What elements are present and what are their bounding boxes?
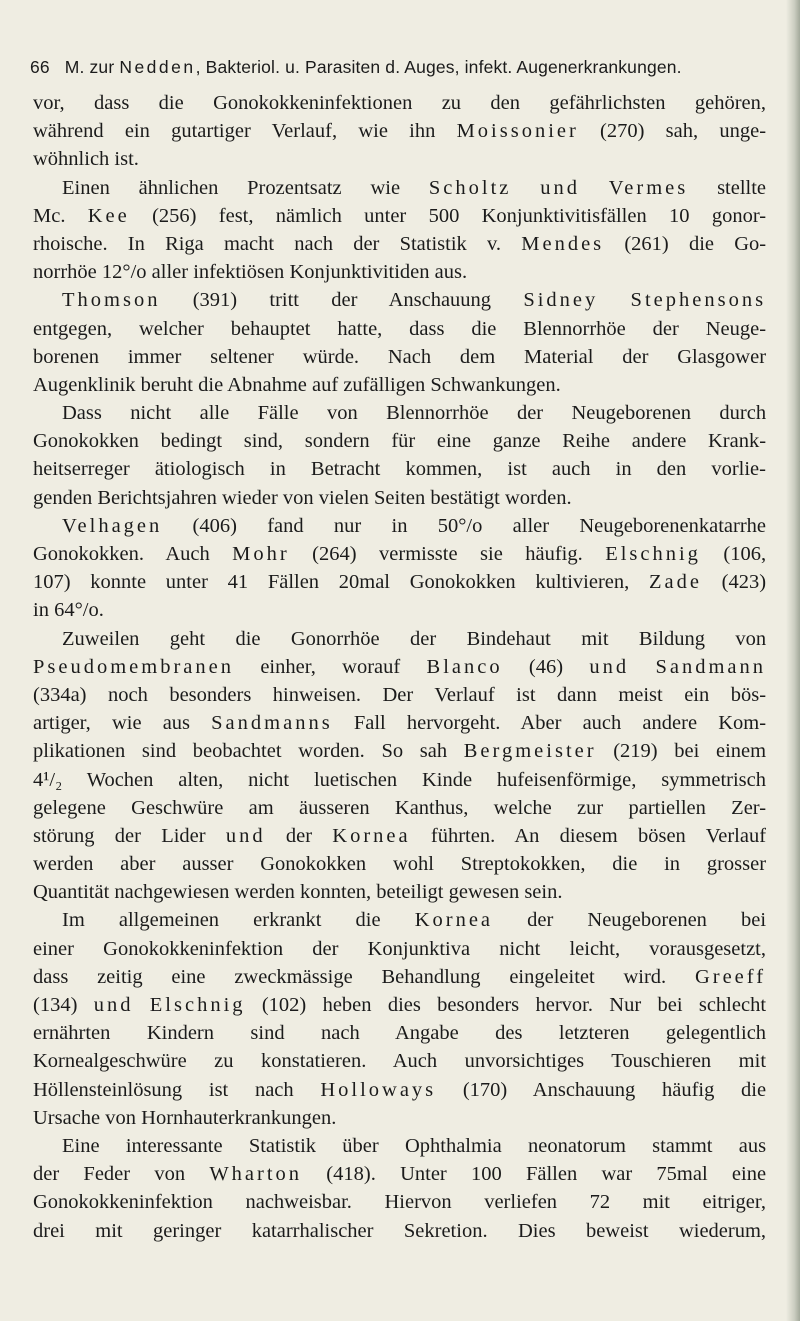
spaced-name: Vermes bbox=[608, 176, 689, 199]
spaced-name: und bbox=[225, 824, 266, 847]
text-line: Thomson (391) tritt der Anschauung Sidney Stephensons bbox=[62, 289, 766, 312]
text-line: Gonokokken. Auch Mohr (264) vermisste sie häufig. Elschnig (106, bbox=[33, 543, 766, 565]
text-line: in 64°/o. bbox=[33, 599, 104, 622]
author-name: Nedden bbox=[119, 57, 196, 77]
spaced-name: und bbox=[540, 176, 580, 199]
text-line: Gonokokken bedingt sind, sondern für eine ganze Reihe andere Krank- bbox=[33, 430, 766, 453]
text-line: Ursache von Hornhauterkrankungen. bbox=[33, 1106, 337, 1129]
spaced-name: Mohr bbox=[232, 543, 290, 565]
text-line: störung der Lider und der Kornea führten. An diesem bösen Verlauf bbox=[33, 824, 766, 847]
text-line: Eine interessante Statistik über Ophthalmia neonatorum stammt aus bbox=[62, 1134, 766, 1157]
text-line: Pseudomembranen einher, worauf Blanco (46) und Sandmann bbox=[33, 655, 766, 678]
spaced-name: und bbox=[93, 994, 134, 1016]
page-number: 66 bbox=[30, 57, 50, 77]
spaced-name: Sandmanns bbox=[211, 712, 333, 735]
text-line: Mc. Kee (256) fest, nämlich unter 500 Konjunktivitisfällen 10 gonor- bbox=[33, 204, 766, 227]
text-line: einer Gonokokkeninfektion der Konjunktiva nicht leicht, vorausgesetzt, bbox=[33, 937, 766, 960]
text-line: Quantität nachgewiesen werden konnten, beteiligt gewesen sein. bbox=[33, 881, 563, 904]
text-line: drei mit geringer katarrhalischer Sekretion. Dies beweist wiederum, bbox=[33, 1219, 766, 1242]
text-line: plikationen sind beobachtet worden. So sah Bergmeister (219) bei einem bbox=[33, 740, 766, 763]
text-line: 4¹/₂ Wochen alten, nicht luetischen Kinde hufeisenförmige, symmetrisch bbox=[33, 768, 766, 791]
page-edge-shadow bbox=[786, 0, 800, 1321]
spaced-name: Thomson bbox=[62, 289, 161, 312]
body-text bbox=[33, 89, 766, 1245]
spaced-name: Holloways bbox=[320, 1078, 437, 1101]
text-line: entgegen, welcher behauptet hatte, dass die Blennorrhöe der Neuge- bbox=[33, 317, 766, 340]
text-line: norrhöe 12°/o aller infektiösen Konjunktivitiden aus. bbox=[33, 261, 468, 284]
spaced-name: Sidney bbox=[523, 289, 599, 312]
spaced-name: und bbox=[589, 655, 630, 678]
text-line: dass zeitig eine zweckmässige Behandlung eingeleitet wird. Greeff bbox=[33, 965, 766, 988]
text-line: 107) konnte unter 41 Fällen 20mal Gonokokken kultivieren, Zade (423) bbox=[33, 571, 766, 594]
text-line: Gonokokkeninfektion nachweisbar. Hiervon verliefen 72 mit eitriger, bbox=[33, 1191, 766, 1214]
text-line: wöhnlich ist. bbox=[33, 148, 139, 171]
running-title: , Bakteriol. u. Parasiten d. Auges, infekt. Augenerkrankungen. bbox=[195, 57, 682, 77]
text-line: (134) und Elschnig (102) heben dies besonders hervor. Nur bei schlecht bbox=[33, 994, 766, 1016]
spaced-name: Kornea bbox=[332, 824, 411, 847]
spaced-name: Scholtz bbox=[428, 176, 512, 199]
text-line: vor, dass die Gonokokkeninfektionen zu den gefährlichsten gehören, bbox=[33, 92, 766, 114]
spaced-name: Elschnig bbox=[149, 994, 246, 1016]
spaced-name: Pseudomembranen bbox=[33, 655, 234, 678]
text-line: rhoische. In Riga macht nach der Statistik v. Mendes (261) die Go- bbox=[33, 232, 766, 255]
text-line: Zuweilen geht die Gonorrhöe der Bindehaut mit Bildung von bbox=[62, 627, 766, 650]
text-line: Höllensteinlösung ist nach Holloways (170) Anschauung häufig die bbox=[33, 1078, 766, 1101]
spaced-name: Kornea bbox=[414, 909, 494, 932]
text-line: während ein gutartiger Verlauf, wie ihn Moissonier (270) sah, unge- bbox=[33, 120, 766, 143]
text-line: Dass nicht alle Fälle von Blennorrhöe der Neugeborenen durch bbox=[62, 402, 766, 425]
spaced-name: Moissonier bbox=[456, 120, 579, 143]
spaced-name: Stephensons bbox=[630, 289, 766, 312]
text-line: artiger, wie aus Sandmanns Fall hervorgeht. Aber auch andere Kom- bbox=[33, 712, 766, 735]
text-line: werden aber ausser Gonokokken wohl Streptokokken, die in grosser bbox=[33, 853, 766, 876]
text-line: gelegene Geschwüre am äusseren Kanthus, welche zur partiellen Zer- bbox=[33, 796, 766, 819]
spaced-name: Sandmann bbox=[655, 655, 766, 678]
text-line: Augenklinik beruht die Abnahme auf zufälligen Schwankungen. bbox=[33, 373, 561, 396]
spaced-name: Blanco bbox=[426, 655, 503, 678]
spaced-name: Wharton bbox=[209, 1163, 303, 1186]
spaced-name: Zade bbox=[648, 571, 702, 594]
spaced-name: Bergmeister bbox=[463, 740, 597, 763]
text-line: der Feder von Wharton (418). Unter 100 Fällen war 75mal eine bbox=[33, 1163, 766, 1186]
text-line: Kornealgeschwüre zu konstatieren. Auch unvorsichtiges Touschieren mit bbox=[33, 1050, 766, 1073]
spaced-name: Greeff bbox=[694, 965, 766, 988]
running-head bbox=[30, 57, 770, 78]
spaced-name: Kee bbox=[87, 204, 130, 227]
spaced-name: Mendes bbox=[521, 232, 605, 255]
spaced-name: Elschnig bbox=[605, 543, 701, 565]
text-line: ernährten Kindern sind nach Angabe des letzteren gelegentlich bbox=[33, 1022, 766, 1045]
text-line: genden Berichtsjahren wieder von vielen Seiten bestätigt worden. bbox=[33, 486, 572, 509]
text-line: Im allgemeinen erkrankt die Kornea der Neugeborenen bei bbox=[62, 909, 766, 932]
text-line: Einen ähnlichen Prozentsatz wie Scholtz und Vermes stellte bbox=[62, 176, 766, 199]
text-line: (334a) noch besonders hinweisen. Der Verlauf ist dann meist ein bös- bbox=[33, 683, 766, 706]
text-line: Velhagen (406) fand nur in 50°/o aller Neugeborenenkatarrhe bbox=[62, 514, 766, 537]
text-line: borenen immer seltener würde. Nach dem Material der Glasgower bbox=[33, 345, 766, 368]
author-prefix: M. zur bbox=[64, 57, 115, 77]
text-line: heitserreger ätiologisch in Betracht kommen, ist auch in den vorlie- bbox=[33, 458, 766, 481]
spaced-name: Velhagen bbox=[62, 514, 163, 537]
